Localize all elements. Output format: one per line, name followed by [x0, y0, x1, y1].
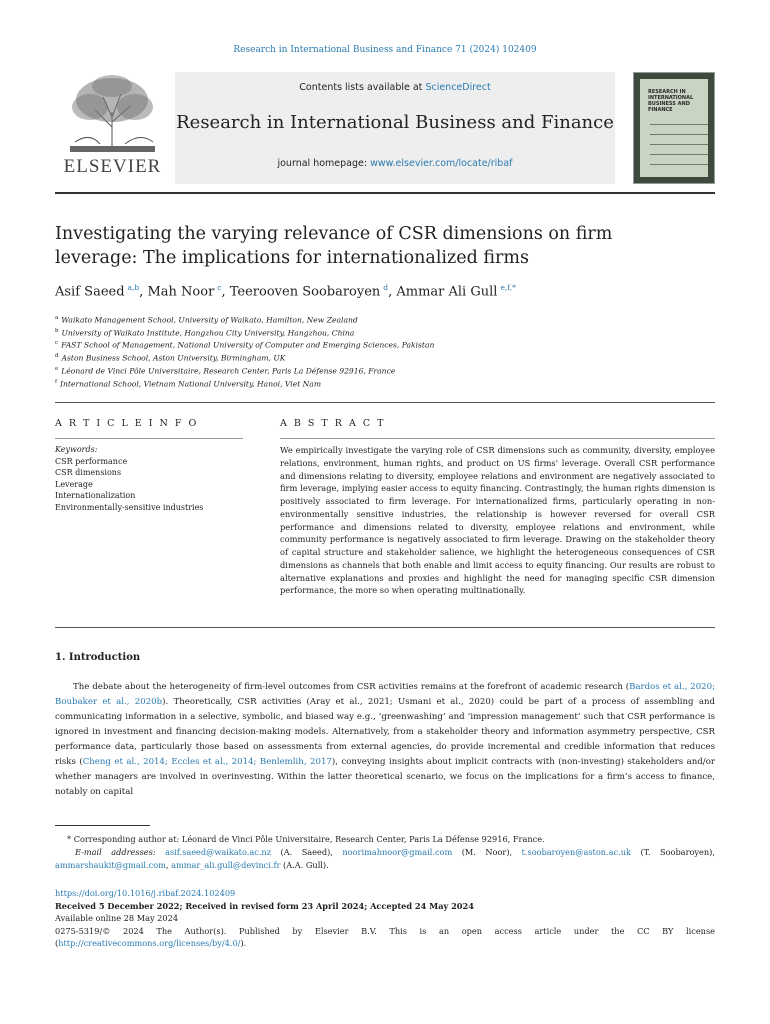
email-link[interactable]: ammarshaukit@gmail.com [55, 860, 166, 870]
affiliation-text: University of Waikato Institute, Hangzhou City University, Hangzhou, China [61, 328, 355, 338]
keyword-item: CSR dimensions [55, 468, 122, 477]
author-list [55, 283, 516, 299]
license-line: 0275-5319/© 2024 The Author(s). Published by Elsevier B.V. This is an open access article under the CC BY license [55, 925, 715, 936]
license-url-link[interactable]: http://creativecommons.org/licenses/by/4.0/ [58, 938, 241, 948]
keyword-item: Internationalization [55, 491, 136, 500]
email-link[interactable]: noorimahnoor@gmail.com [342, 847, 453, 857]
email-owner: (A.A. Gull). [283, 860, 329, 870]
author-name: Ammar Ali Gull [396, 284, 498, 300]
affiliation-marker: a [55, 315, 59, 321]
journal-cover-thumbnail[interactable] [633, 72, 715, 184]
intro-text: ). Theoretically, CSR activities (Aray et al., 2021; Usmani et al., 2020) could be part of a process of assembling and communicating information in a selective, symbolic, and biased way e.g., ‘greenwashing’ and ‘impression management’ such that CSR performance is ignored in investment and financing decision-making models. Alternatively, from a stakeholder theory and information asymmetry perspective, CSR performance data, particularly those based on assessments from external agencies, do provide incremental and credible information that reduces risks ( [55, 697, 715, 767]
footnote-rule [55, 825, 150, 826]
affiliation-item [55, 377, 434, 390]
masthead-divider [55, 192, 715, 194]
keyword-item: Environmentally-sensitive industries [55, 502, 204, 512]
keyword-item: CSR performance [55, 456, 128, 466]
elsevier-wordmark: ELSEVIER [63, 156, 162, 177]
cover-panel [640, 79, 708, 177]
homepage-prefix: journal homepage: [277, 158, 368, 169]
keyword-list [55, 456, 203, 514]
email-link[interactable]: ammar_ali.gull@devinci.fr [171, 860, 281, 870]
keyword-item: Leverage [55, 479, 93, 489]
affiliation-text: Léonard de Vinci Pôle Universitaire, Research Center, Paris La Défense 92916, France [61, 366, 396, 376]
journal-masthead [55, 72, 715, 187]
corresponding-author-footnote: * Corresponding author at: Léonard de Vinci Pôle Universitaire, Research Center, Paris La Défense 92916, France. E-mail addresses: asif.saeed@waikato.ac.nz (A. Saeed), noorimahnoor@gmail.com (M. Noor), t.soobaroyen@aston.ac.uk (T. Soobaroyen), ammarshaukit@gmail.com, ammar_ali.gull@devinci.fr (A.A. Gull). [55, 834, 715, 870]
cover-rule [650, 154, 708, 155]
affiliation-list [55, 313, 434, 389]
affiliation-text: FAST School of Management, National University of Computer and Emerging Sciences, Pakistan [61, 341, 435, 350]
affiliation-text: Aston Business School, Aston University, Birmingham, UK [61, 353, 286, 363]
abstract-bottom-divider [55, 627, 715, 628]
running-head[interactable]: Research in International Business and Finance 71 (2024) 102409 [233, 45, 537, 55]
footnote-star: * [67, 834, 72, 844]
author-name: Mah Noor [147, 284, 215, 300]
author-affiliation-marker[interactable]: e,f,* [500, 283, 516, 292]
masthead-banner [175, 72, 615, 184]
article-info-rule [55, 438, 243, 439]
intro-text: ), conveying insights about implicit contracts with (non-investing) stakeholders and/or whether managers are involved in overinvesting. Within the latter theoretical scenario, we focus on the implications for a firm’s access to finance, notably on capital [55, 757, 715, 797]
author-affiliation-marker[interactable]: a,b [127, 283, 140, 292]
cover-rule [650, 144, 708, 145]
paren-close: ). [240, 938, 247, 948]
abstract-heading: A B S T R A C T [280, 418, 386, 429]
email-label: E-mail addresses: [75, 847, 156, 857]
introduction-paragraph [55, 680, 715, 800]
author-separator: , [139, 284, 148, 300]
doi-link[interactable]: https://doi.org/10.1016/j.ribaf.2024.102409 [55, 888, 236, 898]
affiliation-marker: f [55, 378, 58, 385]
keywords-block [55, 444, 203, 513]
author-affiliation-marker[interactable]: d [383, 283, 389, 292]
elsevier-tree-logo [55, 72, 170, 177]
contents-line [175, 82, 615, 93]
citation-link[interactable]: Cheng et al., 2014; Eccles et al., 2014; Benlemlih, 2017 [82, 757, 332, 767]
abstract-rule [280, 438, 715, 439]
cover-title: RESEARCH IN INTERNATIONAL BUSINESS AND FINANCE [648, 89, 694, 113]
email-owner: (A. Saeed), [280, 847, 333, 857]
affiliation-marker: b [55, 327, 59, 334]
affiliation-marker: e [55, 365, 59, 372]
affiliation-marker: d [55, 353, 59, 360]
email-link[interactable]: t.soobaroyen@aston.ac.uk [521, 847, 631, 857]
affiliation-item [55, 338, 434, 351]
available-online: Available online 28 May 2024 [55, 913, 179, 923]
corresponding-text: Corresponding author at: Léonard de Vinci Pôle Universitaire, Research Center, Paris La Défense 92916, France. [73, 834, 545, 844]
sciencedirect-link[interactable]: ScienceDirect [425, 82, 491, 93]
publication-frontmatter [55, 887, 715, 950]
abstract-text: We empirically investigate the varying role of CSR dimensions such as community, diversity, employee relations, environment, human rights, and product on US firms' leverage. Overall CSR performance and dimensions relating to diversity, employee relations and environment are negatively associated to firm leverage, implying easier access to equity financing. Contrastingly, the human rights dimension is positively associated to firm leverage. For internationalized firms, particularly operating in non-environmentally sensitive industries, the relationship is however reversed for overall CSR performance and dimensions related to diversity, employee relations and environment, while community performance is negatively associated to firm leverage. Drawing on the stakeholder theory of capital structure and stakeholder salience, we highlight the heterogeneous consequences of CSR dimensions as channels that both enable and limit access to equity financing. Our results are robust to alternative explanations and proxies and highlight the need for managing specific CSR dimension performance, the more so when operating multinationally. [280, 445, 715, 596]
email-owner: (T. Soobaroyen), [640, 847, 715, 857]
license-url-line [55, 937, 715, 950]
affiliation-item [55, 351, 434, 364]
info-divider [55, 402, 715, 403]
author-affiliation-marker[interactable]: c [217, 283, 222, 292]
author-name: Teerooven Soobaroyen [229, 284, 381, 300]
paren-open: ( [55, 938, 59, 948]
cover-rule [650, 124, 708, 125]
keywords-label: Keywords: [55, 445, 98, 454]
citation-link[interactable]: Bardos et al., 2020; Boubaker et al., 2020b [55, 682, 715, 707]
affiliation-text: International School, Vietnam National University, Hanoi, Viet Nam [60, 379, 322, 389]
author-separator: , [388, 284, 397, 300]
cover-rule [650, 164, 708, 165]
cover-rule [650, 134, 708, 135]
article-info-heading: A R T I C L E I N F O [55, 418, 199, 429]
received-dates: Received 5 December 2022; Received in revised form 23 April 2024; Accepted 24 May 2024 [55, 900, 474, 911]
affiliation-marker: c [55, 340, 59, 347]
journal-title: Research in International Business and Finance [176, 112, 614, 133]
email-link[interactable]: asif.saeed@waikato.ac.nz [165, 847, 272, 857]
author-separator: , [221, 284, 230, 300]
author-name: Asif Saeed [55, 284, 125, 300]
contents-prefix: Contents lists available at [299, 82, 423, 93]
journal-homepage-link[interactable]: www.elsevier.com/locate/ribaf [370, 158, 513, 169]
affiliation-text: Waikato Management School, University of Waikato, Hamilton, New Zealand [61, 315, 358, 325]
affiliation-item [55, 313, 434, 326]
article-title: Investigating the varying relevance of CSR dimensions on firm leverage: The implications for internationalized firms [55, 224, 613, 268]
intro-text: The debate about the heterogeneity of firm-level outcomes from CSR activities remains at the forefront of academic research ( [73, 682, 630, 692]
email-owner: (M. Noor), [461, 847, 513, 857]
section-heading-introduction: 1. Introduction [55, 652, 141, 663]
journal-homepage-line [175, 158, 615, 169]
affiliation-item [55, 326, 434, 339]
affiliation-item [55, 364, 434, 377]
